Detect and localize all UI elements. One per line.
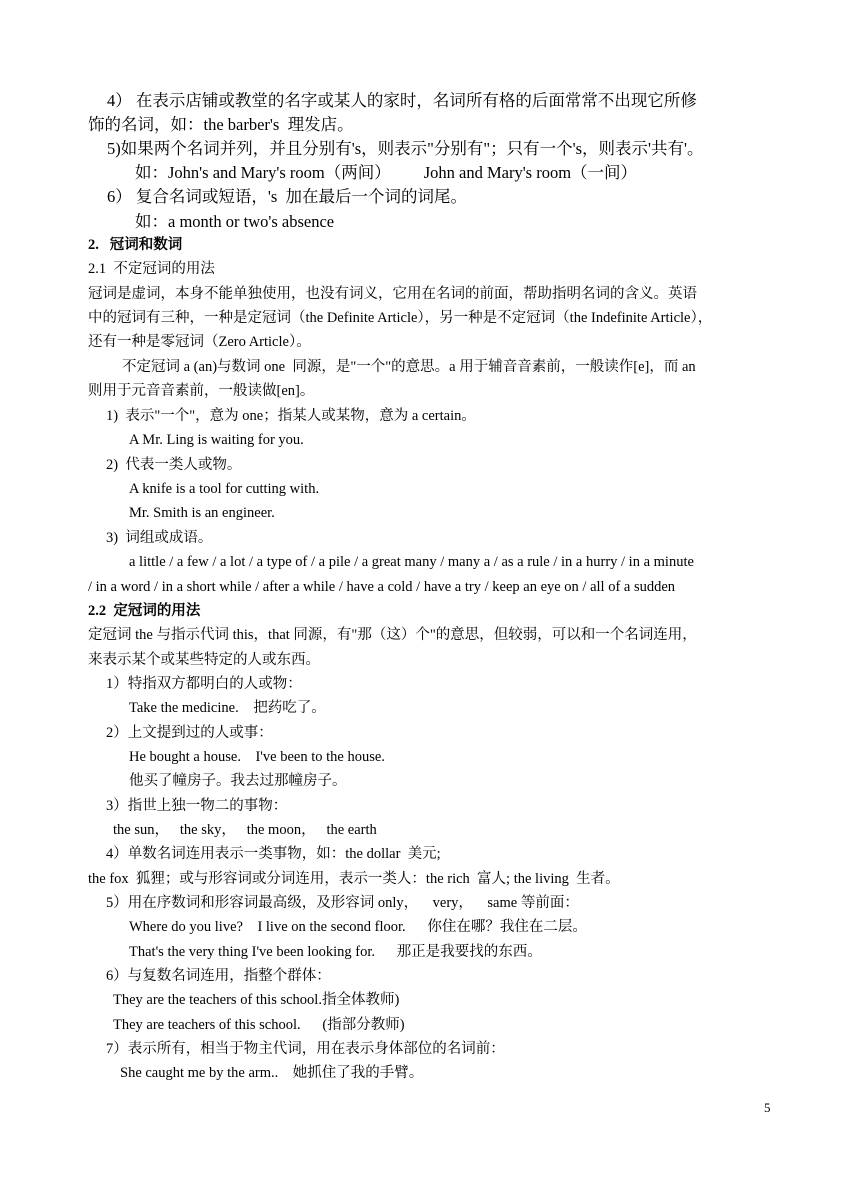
text-line: 还有一种是零冠词（Zero Article）。	[88, 334, 311, 350]
example-line: They are teachers of this school. (指部分教师)	[113, 1017, 405, 1033]
list-item: 3) 词组或成语。	[106, 530, 213, 546]
example-line: That's the very thing I've been looking for. 那正是我要找的东西。	[129, 944, 542, 960]
text-line: 5)如果两个名词并列，并且分别有's，则表示"分别有"；只有一个's，则表示'共有'。	[107, 139, 704, 158]
list-item: 2) 代表一类人或物。	[106, 457, 242, 473]
list-item: 3）指世上独一物二的事物：	[106, 798, 288, 814]
section-heading: 2. 冠词和数词	[88, 237, 183, 253]
example-line: Mr. Smith is an engineer.	[129, 505, 275, 521]
example-line: She caught me by the arm.. 她抓住了我的手臂。	[120, 1065, 424, 1081]
list-item: 1）特指双方都明白的人或物：	[106, 676, 302, 692]
text-line: 则用于元音音素前，一般读做[en]。	[88, 383, 315, 399]
list-item: 1) 表示"一个"，意为 one；指某人或某物，意为 a certain。	[106, 408, 476, 424]
text-line: 定冠词 the 与指示代词 this，that 同源，有"那（这）个"的意思，但较弱，可以和一个名词连用，	[88, 627, 697, 643]
example-line: Take the medicine. 把药吃了。	[129, 700, 326, 716]
text-line: 如：a month or two's absence	[135, 212, 335, 231]
example-line: A Mr. Ling is waiting for you.	[129, 432, 304, 448]
text-line: 中的冠词有三种，一种是定冠词（the Definite Article），另一种是不定冠词（the Indefinite Article），	[88, 310, 713, 326]
list-item: 7）表示所有，相当于物主代词，用在表示身体部位的名词前：	[106, 1041, 505, 1057]
example-line: He bought a house. I've been to the house.	[129, 749, 385, 765]
example-line: a little / a few / a lot / a type of / a pile / a great many / many a / as a rule / in a hurry / in a minute	[129, 554, 694, 570]
text-line: 如：John's and Mary's room（两间） John and Mary's room（一间）	[135, 163, 638, 182]
example-line: the sun， the sky， the moon， the earth	[113, 822, 377, 838]
example-line: 他买了幢房子。我去过那幢房子。	[129, 773, 347, 789]
text-line: the fox 狐狸；或与形容词或分词连用，表示一类人：the rich 富人; the living 生者。	[88, 871, 620, 887]
list-item: 5）用在序数词和形容词最高级，及形容词 only， very， same 等前面：	[106, 895, 579, 911]
subsection-heading: 2.2 定冠词的用法	[88, 603, 201, 619]
page-number: 5	[764, 1100, 771, 1115]
subsection-heading: 2.1 不定冠词的用法	[88, 261, 215, 277]
text-line: 冠词是虚词，本身不能单独使用，也没有词义，它用在名词的前面，帮助指明名词的含义。英语	[88, 286, 697, 302]
text-line: 6） 复合名词或短语，'s 加在最后一个词的词尾。	[107, 187, 468, 206]
list-item: 2）上文提到过的人或事：	[106, 725, 273, 741]
example-line: / in a word / in a short while / after a while / have a cold / have a try / keep an eye on / all of a sudden	[88, 579, 676, 595]
text-line: 来表示某个或某些特定的人或东西。	[88, 652, 320, 668]
example-line: A knife is a tool for cutting with.	[129, 481, 320, 497]
list-item: 6）与复数名词连用，指整个群体：	[106, 968, 331, 984]
list-item: 4）单数名词连用表示一类事物，如：the dollar 美元;	[106, 846, 441, 862]
text-line: 不定冠词 a (an)与数词 one 同源，是"一个"的意思。a 用于辅音音素前，一般读作[e]，而 an	[122, 359, 696, 375]
text-line: 饰的名词，如：the barber's 理发店。	[88, 115, 354, 134]
example-line: Where do you live? I live on the second floor. 你住在哪？我住在二层。	[129, 919, 587, 935]
example-line: They are the teachers of this school.指全体教师)	[113, 992, 400, 1008]
text-line: 4） 在表示店铺或教堂的名字或某人的家时，名词所有格的后面常常不出现它所修	[107, 91, 697, 110]
